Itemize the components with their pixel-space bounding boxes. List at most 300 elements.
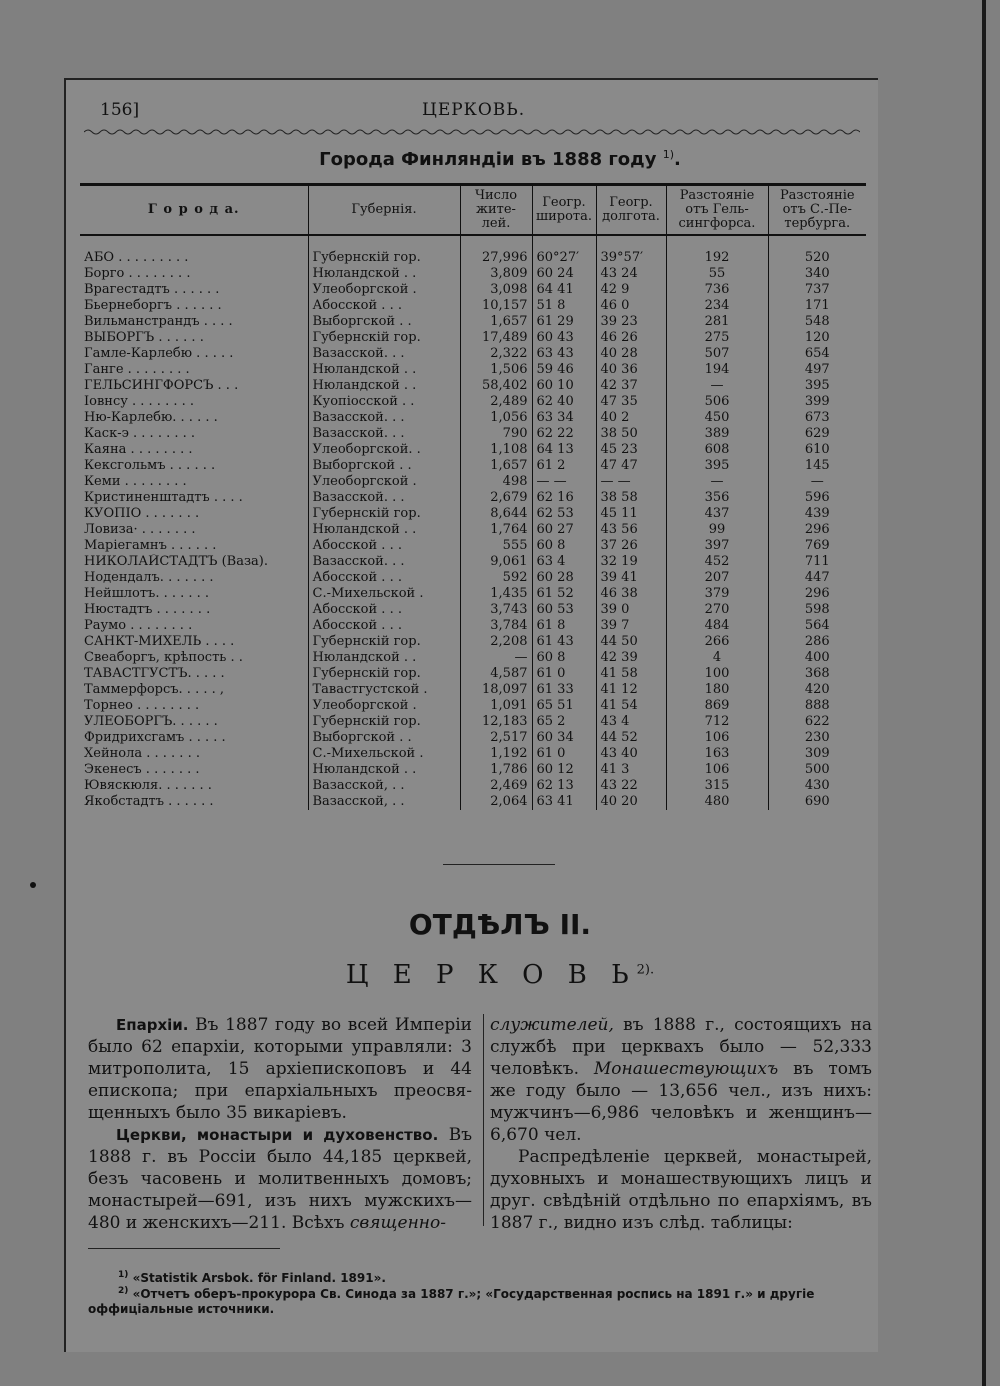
cell-dist-petersburg: 368 [768, 666, 866, 682]
cell-city: Хейнола . . . . . . . [84, 746, 200, 761]
cell-latitude: 63 4 [532, 554, 596, 570]
section-subheading-note: 2). [636, 962, 655, 978]
cell-population: — [460, 650, 532, 666]
table-body [80, 235, 866, 810]
col-header-city: Г о р о д а. [80, 185, 308, 236]
cell-dist-helsingfors: 869 [666, 698, 768, 714]
footnote-1-text: «Statistik Arsbok. för Finland. 1891». [132, 1271, 386, 1285]
text-column-left [88, 1014, 472, 1234]
cell-dist-helsingfors: 234 [666, 298, 768, 314]
cell-province: Нюландской . . [308, 762, 460, 778]
cell-longitude: 43 40 [596, 746, 666, 762]
cell-population: 27,996 [460, 250, 532, 266]
cell-city: УЛЕОБОРГЪ. . . . . . [84, 714, 218, 729]
cell-longitude: 41 3 [596, 762, 666, 778]
cell-latitude: 65 51 [532, 698, 596, 714]
paragraph-distribution [490, 1146, 872, 1234]
cell-dist-helsingfors: 356 [666, 490, 768, 506]
table-row [80, 250, 866, 266]
cell-latitude: 61 33 [532, 682, 596, 698]
cell-province: Улеоборгской. . [308, 442, 460, 458]
cell-province: Нюландской . . [308, 378, 460, 394]
ink-smudge [30, 882, 36, 888]
heading-eparchies: Епархіи. [116, 1016, 189, 1034]
cell-province: Вазасской, . . [308, 794, 460, 810]
cell-dist-petersburg: 564 [768, 618, 866, 634]
cell-dist-helsingfors: — [666, 378, 768, 394]
cell-dist-petersburg: 500 [768, 762, 866, 778]
paragraph-eparchies [88, 1014, 472, 1124]
cell-dist-petersburg: 520 [768, 250, 866, 266]
table-row [80, 794, 866, 810]
cell-dist-helsingfors: 507 [666, 346, 768, 362]
cell-population: 8,644 [460, 506, 532, 522]
cell-latitude: 60 8 [532, 538, 596, 554]
table-row [80, 618, 866, 634]
cell-city: Ню-Карлебю. . . . . . [84, 410, 218, 425]
cell-dist-petersburg: 230 [768, 730, 866, 746]
cell-latitude: 63 43 [532, 346, 596, 362]
cell-latitude: 62 40 [532, 394, 596, 410]
cell-longitude: 40 28 [596, 346, 666, 362]
cell-population: 17,489 [460, 330, 532, 346]
table-row [80, 314, 866, 330]
table-row [80, 682, 866, 698]
cell-population: 58,402 [460, 378, 532, 394]
paragraph-churches [88, 1124, 472, 1234]
paragraph-clergy [490, 1014, 872, 1146]
cell-population: 1,091 [460, 698, 532, 714]
cell-latitude: 62 13 [532, 778, 596, 794]
cell-dist-petersburg: 737 [768, 282, 866, 298]
cell-latitude: 63 34 [532, 410, 596, 426]
running-header [100, 100, 870, 126]
cell-city: Борго . . . . . . . . [84, 266, 191, 281]
cell-population: 3,809 [460, 266, 532, 282]
cell-dist-petersburg: 296 [768, 586, 866, 602]
text-eparchies: Въ 1887 году во всей Имперіи было 62 епархіи, которыми управляли: 3 митрополита, 15 архіепископовъ и 44 епископа; при епархіальныхъ преосвя-щенныхъ было 35 викаріевъ. [88, 1015, 472, 1123]
cell-city: ТАВАСТГУСТЪ. . . . . [84, 666, 225, 681]
table-row [80, 442, 866, 458]
cell-population: 1,786 [460, 762, 532, 778]
col-header-province: Губернія. [308, 185, 460, 236]
cell-dist-petersburg: 888 [768, 698, 866, 714]
cell-province: Губернскій гор. [308, 250, 460, 266]
cell-dist-petersburg: 430 [768, 778, 866, 794]
footnote-rule [88, 1248, 280, 1249]
cell-latitude: 60 53 [532, 602, 596, 618]
section-subheading [0, 960, 1000, 990]
column-separator [483, 1014, 484, 1226]
cell-province: Нюландской . . [308, 522, 460, 538]
table-row [80, 490, 866, 506]
cell-population: 1,108 [460, 442, 532, 458]
cell-city: Нюстадтъ . . . . . . . [84, 602, 211, 617]
cell-latitude: — — [532, 474, 596, 490]
cell-longitude: 42 39 [596, 650, 666, 666]
cell-longitude: 38 58 [596, 490, 666, 506]
cell-province: Вазасской. . . [308, 426, 460, 442]
cell-city: Каяна . . . . . . . . [84, 442, 193, 457]
cell-province: Улеоборгской . [308, 698, 460, 714]
cell-latitude: 60 34 [532, 730, 596, 746]
cell-dist-helsingfors: 180 [666, 682, 768, 698]
cell-longitude: 43 24 [596, 266, 666, 282]
cell-dist-helsingfors: 452 [666, 554, 768, 570]
cell-dist-petersburg: 629 [768, 426, 866, 442]
cell-dist-petersburg: 610 [768, 442, 866, 458]
table-row [80, 554, 866, 570]
cell-dist-helsingfors: 163 [666, 746, 768, 762]
cell-population: 2,064 [460, 794, 532, 810]
cell-dist-helsingfors: 712 [666, 714, 768, 730]
cell-dist-petersburg: 548 [768, 314, 866, 330]
cell-city: Фридрихсгамъ . . . . . [84, 730, 226, 745]
col-header-latitude: Геогр. широта. [532, 185, 596, 236]
table-row [80, 746, 866, 762]
cell-population: 2,679 [460, 490, 532, 506]
cell-longitude: 47 47 [596, 458, 666, 474]
cell-dist-helsingfors: 55 [666, 266, 768, 282]
cell-dist-helsingfors: 106 [666, 762, 768, 778]
cell-city: ВЫБОРГЪ . . . . . . [84, 330, 204, 345]
section-rule [443, 864, 555, 865]
cell-dist-helsingfors: 4 [666, 650, 768, 666]
cell-province: Улеоборгской . [308, 282, 460, 298]
table-row [80, 698, 866, 714]
cell-population: 4,587 [460, 666, 532, 682]
cell-longitude: 40 2 [596, 410, 666, 426]
cell-province: Абосской . . . [308, 298, 460, 314]
col-header-longitude: Геогр. долгота. [596, 185, 666, 236]
cell-dist-helsingfors: 99 [666, 522, 768, 538]
cell-dist-petersburg: 171 [768, 298, 866, 314]
cell-dist-helsingfors: 506 [666, 394, 768, 410]
cell-latitude: 61 8 [532, 618, 596, 634]
table-row [80, 266, 866, 282]
cell-dist-helsingfors: 106 [666, 730, 768, 746]
table-row [80, 474, 866, 490]
cell-province: Улеоборгской . [308, 474, 460, 490]
col-header-dist-petersburg: Разстояніе отъ С.-Пе-тербурга. [768, 185, 866, 236]
cell-city: Ювяскюля. . . . . . . [84, 778, 212, 793]
cell-population: 18,097 [460, 682, 532, 698]
cell-longitude: 41 58 [596, 666, 666, 682]
cell-longitude: 41 54 [596, 698, 666, 714]
cell-latitude: 60 24 [532, 266, 596, 282]
cell-city: Маріегамнъ . . . . . . [84, 538, 217, 553]
table-row [80, 570, 866, 586]
cell-dist-petersburg: 340 [768, 266, 866, 282]
cell-dist-helsingfors: 395 [666, 458, 768, 474]
cell-latitude: 60 10 [532, 378, 596, 394]
cell-population: 9,061 [460, 554, 532, 570]
cell-province: Губернскій гор. [308, 330, 460, 346]
cell-province: Губернскій гор. [308, 666, 460, 682]
cell-province: Вазасской. . . [308, 490, 460, 506]
cell-province: Абосской . . . [308, 618, 460, 634]
cell-dist-helsingfors: 397 [666, 538, 768, 554]
cell-province: Вазасской. . . [308, 346, 460, 362]
cell-dist-helsingfors: 389 [666, 426, 768, 442]
cell-longitude: 45 11 [596, 506, 666, 522]
section-subheading-text: Ц Е Р К О В Ь [345, 960, 637, 990]
cell-dist-petersburg: 286 [768, 634, 866, 650]
text-monastics: въ томъ же году было — 13,656 чел., изъ нихъ: мужчинъ—6,986 человѣкъ и женщинъ— 6,670 чел. [490, 1059, 872, 1145]
cell-city: Якобстадтъ . . . . . . [84, 794, 214, 809]
cell-dist-petersburg: 296 [768, 522, 866, 538]
cell-dist-petersburg: 447 [768, 570, 866, 586]
cell-city: САНКТ-МИХЕЛЬ . . . . [84, 634, 235, 649]
cell-city: Бьернеборгъ . . . . . . [84, 298, 222, 313]
table-row [80, 330, 866, 346]
cell-population: 3,098 [460, 282, 532, 298]
cell-longitude: 44 50 [596, 634, 666, 650]
table-row [80, 346, 866, 362]
text-clergy-italic: служителей, [490, 1015, 614, 1035]
cell-latitude: 62 22 [532, 426, 596, 442]
cell-dist-petersburg: 400 [768, 650, 866, 666]
cell-dist-petersburg: 439 [768, 506, 866, 522]
table-row [80, 506, 866, 522]
cell-latitude: 64 13 [532, 442, 596, 458]
cell-longitude: 46 26 [596, 330, 666, 346]
text-distribution: Распредѣленіе церквей, монастырей, духовныхъ и монашествующихъ лицъ и друг. свѣдѣній отдѣльно по епархіямъ, въ 1887 г., видно изъ слѣд. таблицы: [490, 1147, 872, 1233]
cell-longitude: 32 19 [596, 554, 666, 570]
text-monastics-italic: Монашествующихъ [593, 1059, 779, 1079]
table-row [80, 538, 866, 554]
cell-dist-helsingfors: 281 [666, 314, 768, 330]
cell-longitude: 39 7 [596, 618, 666, 634]
cell-dist-petersburg: 420 [768, 682, 866, 698]
table-row [80, 362, 866, 378]
cell-longitude: — — [596, 474, 666, 490]
cell-latitude: 61 0 [532, 746, 596, 762]
table-row [80, 714, 866, 730]
cell-longitude: 39 41 [596, 570, 666, 586]
cell-city: Кристиненштадтъ . . . . [84, 490, 243, 505]
cell-population: 3,784 [460, 618, 532, 634]
col-header-population: Число жите-лей. [460, 185, 532, 236]
cell-population: 1,056 [460, 410, 532, 426]
cell-dist-helsingfors: 194 [666, 362, 768, 378]
cell-longitude: 42 9 [596, 282, 666, 298]
cell-latitude: 61 43 [532, 634, 596, 650]
table-row [80, 378, 866, 394]
cell-city: Вильманстрандъ . . . . [84, 314, 233, 329]
cell-population: 1,657 [460, 314, 532, 330]
cell-latitude: 60 12 [532, 762, 596, 778]
cell-latitude: 51 8 [532, 298, 596, 314]
cell-dist-petersburg: 654 [768, 346, 866, 362]
cell-longitude: 39 23 [596, 314, 666, 330]
cell-longitude: 39 0 [596, 602, 666, 618]
cell-dist-petersburg: 622 [768, 714, 866, 730]
cell-latitude: 60 27 [532, 522, 596, 538]
page-number: 156] [100, 100, 140, 120]
table-row [80, 426, 866, 442]
cell-dist-helsingfors: — [666, 474, 768, 490]
footnote-2-mark: 2) [118, 1286, 129, 1296]
text-clergy: въ 1888 г., состоящихъ на службѣ при церквахъ было — 52,333 человѣкъ. [490, 1015, 872, 1079]
cell-population: 2,322 [460, 346, 532, 362]
footnote-2-text: «Отчетъ оберъ-прокурора Св. Синода за 1887 г.»; «Государственная роспись на 1891 г.» и другіе оффиціальные источники. [88, 1287, 815, 1316]
cell-longitude: 41 12 [596, 682, 666, 698]
cell-longitude: 43 56 [596, 522, 666, 538]
cell-dist-helsingfors: 266 [666, 634, 768, 650]
cell-population: 498 [460, 474, 532, 490]
table-row [80, 298, 866, 314]
cell-dist-petersburg: 145 [768, 458, 866, 474]
cell-population: 1,192 [460, 746, 532, 762]
cell-latitude: 62 16 [532, 490, 596, 506]
cell-dist-helsingfors: 379 [666, 586, 768, 602]
cell-province: Выборгской . . [308, 314, 460, 330]
cell-city: Ганге . . . . . . . . [84, 362, 190, 377]
cell-longitude: 45 23 [596, 442, 666, 458]
cell-latitude: 61 2 [532, 458, 596, 474]
cell-dist-petersburg: 711 [768, 554, 866, 570]
cell-latitude: 60 43 [532, 330, 596, 346]
cell-dist-helsingfors: 207 [666, 570, 768, 586]
cell-latitude: 60°27′ [532, 250, 596, 266]
cell-longitude: 39°57′ [596, 250, 666, 266]
cell-longitude: 42 37 [596, 378, 666, 394]
cell-dist-helsingfors: 100 [666, 666, 768, 682]
cell-city: КУОПІО . . . . . . . [84, 506, 200, 521]
cell-province: С.-Михельской . [308, 586, 460, 602]
cell-population: 2,208 [460, 634, 532, 650]
cell-city: Кеми . . . . . . . . [84, 474, 187, 489]
running-title: ЦЕРКОВЬ. [422, 100, 526, 120]
cell-latitude: 62 53 [532, 506, 596, 522]
cell-dist-petersburg: 395 [768, 378, 866, 394]
table-title-note: 1) [662, 148, 675, 161]
text-churches-italic: священно- [349, 1213, 446, 1233]
cell-latitude: 59 46 [532, 362, 596, 378]
table-row [80, 778, 866, 794]
heading-churches: Церкви, монастыри и духовенство. [116, 1126, 439, 1144]
cell-city: Торнео . . . . . . . . [84, 698, 200, 713]
table-row [80, 522, 866, 538]
cell-longitude: 46 38 [596, 586, 666, 602]
cell-province: Вазасской, . . [308, 778, 460, 794]
table-spacer-row [80, 235, 866, 250]
cell-longitude: 43 22 [596, 778, 666, 794]
cell-population: 1,506 [460, 362, 532, 378]
cell-province: Нюландской . . [308, 362, 460, 378]
cell-city: Нейшлотъ. . . . . . . [84, 586, 210, 601]
cell-dist-helsingfors: 450 [666, 410, 768, 426]
cell-province: Абосской . . . [308, 570, 460, 586]
cell-longitude: 40 20 [596, 794, 666, 810]
wavy-rule [84, 128, 860, 136]
cell-city: Раумо . . . . . . . . [84, 618, 193, 633]
cell-province: Нюландской . . [308, 650, 460, 666]
cell-dist-petersburg: — [768, 474, 866, 490]
table-row [80, 762, 866, 778]
table-row [80, 458, 866, 474]
cell-city: НИКОЛАЙСТАДТЪ (Ваза). [84, 554, 269, 569]
finland-cities-table [80, 183, 866, 810]
cell-longitude: 44 52 [596, 730, 666, 746]
cell-population: 2,489 [460, 394, 532, 410]
cell-longitude: 37 26 [596, 538, 666, 554]
cell-city: Кексгольмъ . . . . . . [84, 458, 216, 473]
cell-city: Гамле-Карлебю . . . . . [84, 346, 234, 361]
cell-province: С.-Михельской . [308, 746, 460, 762]
table-row [80, 634, 866, 650]
cell-population: 1,657 [460, 458, 532, 474]
cell-dist-helsingfors: 736 [666, 282, 768, 298]
cell-population: 2,517 [460, 730, 532, 746]
cell-dist-petersburg: 769 [768, 538, 866, 554]
page-edge-bar [982, 0, 986, 1386]
cell-dist-petersburg: 690 [768, 794, 866, 810]
cell-dist-helsingfors: 484 [666, 618, 768, 634]
cell-province: Губернскій гор. [308, 634, 460, 650]
cell-longitude: 46 0 [596, 298, 666, 314]
cell-population: 790 [460, 426, 532, 442]
cell-dist-petersburg: 309 [768, 746, 866, 762]
cell-longitude: 47 35 [596, 394, 666, 410]
cell-dist-petersburg: 497 [768, 362, 866, 378]
cell-city: Ловиза· . . . . . . . [84, 522, 196, 537]
cell-latitude: 61 29 [532, 314, 596, 330]
cell-city: ГЕЛЬСИНГФОРСЪ . . . [84, 378, 239, 393]
cell-province: Выборгской . . [308, 730, 460, 746]
cell-dist-petersburg: 120 [768, 330, 866, 346]
cell-latitude: 61 0 [532, 666, 596, 682]
table-row [80, 410, 866, 426]
cell-dist-helsingfors: 270 [666, 602, 768, 618]
cell-dist-petersburg: 673 [768, 410, 866, 426]
cell-province: Куопіосской . . [308, 394, 460, 410]
text-column-right [490, 1014, 872, 1234]
cell-province: Выборгской . . [308, 458, 460, 474]
text-churches: Въ 1888 г. въ Россіи было 44,185 церквей, безъ часовень и молитвенныхъ домовъ; монастырей—691, изъ нихъ мужскихъ— 480 и женскихъ—211. Всѣхъ [88, 1125, 473, 1233]
cell-city: Свеаборгъ, крѣпость . . [84, 650, 243, 665]
cell-population: 1,435 [460, 586, 532, 602]
table-header-row [80, 185, 866, 236]
footnote-1-mark: 1) [118, 1270, 129, 1280]
col-header-dist-helsingfors: Разстояніе отъ Гель-сингфорса. [666, 185, 768, 236]
cell-population: 10,157 [460, 298, 532, 314]
cell-city: Каск-э . . . . . . . . [84, 426, 196, 441]
cell-province: Нюландской . . [308, 266, 460, 282]
table-row [80, 666, 866, 682]
cell-dist-helsingfors: 480 [666, 794, 768, 810]
cell-dist-helsingfors: 315 [666, 778, 768, 794]
table-title-text: Города Финляндіи въ 1888 году [319, 149, 657, 170]
section-heading: ОТДѢЛЪ II. [408, 908, 592, 941]
table-row [80, 730, 866, 746]
table-row [80, 394, 866, 410]
cell-province: Вазасской. . . [308, 410, 460, 426]
table-row [80, 586, 866, 602]
cell-dist-helsingfors: 192 [666, 250, 768, 266]
cell-province: Губернскій гор. [308, 714, 460, 730]
cell-dist-helsingfors: 275 [666, 330, 768, 346]
table-title: Города Финляндіи въ 1888 году $^{1)}$. [319, 148, 681, 170]
cell-city: Врагестадтъ . . . . . . [84, 282, 220, 297]
cell-province: Губернскій гор. [308, 506, 460, 522]
cell-dist-petersburg: 596 [768, 490, 866, 506]
cell-province: Вазасской. . . [308, 554, 460, 570]
cell-latitude: 61 52 [532, 586, 596, 602]
cell-latitude: 63 41 [532, 794, 596, 810]
cell-dist-helsingfors: 608 [666, 442, 768, 458]
